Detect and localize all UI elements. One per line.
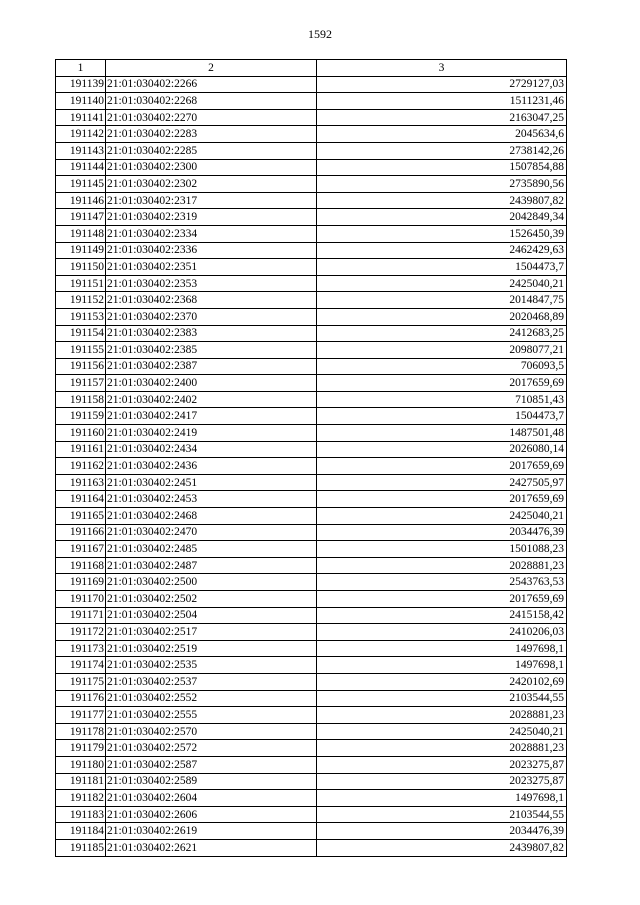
cadastral-number-cell: 21:01:030402:2270 bbox=[106, 109, 317, 126]
row-number-cell: 191148 bbox=[56, 225, 106, 242]
table-row bbox=[56, 342, 567, 359]
value-cell: 1504473,7 bbox=[317, 259, 567, 276]
value-cell: 2729127,03 bbox=[317, 76, 567, 93]
table-row bbox=[56, 640, 567, 657]
table-row bbox=[56, 508, 567, 525]
table-body bbox=[56, 76, 567, 856]
table-row bbox=[56, 358, 567, 375]
row-number-cell: 191164 bbox=[56, 491, 106, 508]
cadastral-number-cell: 21:01:030402:2604 bbox=[106, 790, 317, 807]
cadastral-number-cell: 21:01:030402:2587 bbox=[106, 756, 317, 773]
cadastral-number-cell: 21:01:030402:2589 bbox=[106, 773, 317, 790]
column-header-1: 1 bbox=[56, 60, 106, 77]
column-header-2: 2 bbox=[106, 60, 317, 77]
table-row bbox=[56, 142, 567, 159]
page-number: 1592 bbox=[308, 27, 332, 41]
row-number-cell: 191184 bbox=[56, 823, 106, 840]
table-row bbox=[56, 690, 567, 707]
row-number-cell: 191142 bbox=[56, 126, 106, 143]
cadastral-number-cell: 21:01:030402:2436 bbox=[106, 458, 317, 475]
row-number-cell: 191144 bbox=[56, 159, 106, 176]
table-row bbox=[56, 790, 567, 807]
row-number-cell: 191160 bbox=[56, 425, 106, 442]
table-row bbox=[56, 308, 567, 325]
value-cell: 2028881,23 bbox=[317, 707, 567, 724]
table-row bbox=[56, 126, 567, 143]
cadastral-number-cell: 21:01:030402:2570 bbox=[106, 723, 317, 740]
value-cell: 2103544,55 bbox=[317, 690, 567, 707]
cadastral-number-cell: 21:01:030402:2285 bbox=[106, 142, 317, 159]
row-number-cell: 191155 bbox=[56, 342, 106, 359]
table-row bbox=[56, 607, 567, 624]
row-number-cell: 191174 bbox=[56, 657, 106, 674]
row-number-cell: 191141 bbox=[56, 109, 106, 126]
table-row bbox=[56, 242, 567, 259]
row-number-cell: 191185 bbox=[56, 839, 106, 856]
table-row bbox=[56, 159, 567, 176]
cadastral-number-cell: 21:01:030402:2268 bbox=[106, 93, 317, 110]
table-row bbox=[56, 756, 567, 773]
cadastral-number-cell: 21:01:030402:2434 bbox=[106, 441, 317, 458]
row-number-cell: 191149 bbox=[56, 242, 106, 259]
row-number-cell: 191177 bbox=[56, 707, 106, 724]
row-number-cell: 191171 bbox=[56, 607, 106, 624]
cadastral-number-cell: 21:01:030402:2500 bbox=[106, 574, 317, 591]
row-number-cell: 191169 bbox=[56, 574, 106, 591]
value-cell: 1511231,46 bbox=[317, 93, 567, 110]
cadastral-number-cell: 21:01:030402:2400 bbox=[106, 375, 317, 392]
value-cell: 2017659,69 bbox=[317, 458, 567, 475]
row-number-cell: 191180 bbox=[56, 756, 106, 773]
value-cell: 2023275,87 bbox=[317, 756, 567, 773]
value-cell: 2098077,21 bbox=[317, 342, 567, 359]
value-cell: 2014847,75 bbox=[317, 292, 567, 309]
table-row bbox=[56, 474, 567, 491]
row-number-cell: 191156 bbox=[56, 358, 106, 375]
row-number-cell: 191139 bbox=[56, 76, 106, 93]
value-cell: 1501088,23 bbox=[317, 541, 567, 558]
value-cell: 2543763,53 bbox=[317, 574, 567, 591]
value-cell: 2023275,87 bbox=[317, 773, 567, 790]
table-row bbox=[56, 176, 567, 193]
table-row bbox=[56, 425, 567, 442]
cadastral-number-cell: 21:01:030402:2417 bbox=[106, 408, 317, 425]
value-cell: 2425040,21 bbox=[317, 723, 567, 740]
value-cell: 1507854,88 bbox=[317, 159, 567, 176]
value-cell: 706093,5 bbox=[317, 358, 567, 375]
value-cell: 2017659,69 bbox=[317, 375, 567, 392]
cadastral-number-cell: 21:01:030402:2504 bbox=[106, 607, 317, 624]
cadastral-number-cell: 21:01:030402:2300 bbox=[106, 159, 317, 176]
cadastral-number-cell: 21:01:030402:2535 bbox=[106, 657, 317, 674]
row-number-cell: 191173 bbox=[56, 640, 106, 657]
table-row bbox=[56, 723, 567, 740]
cadastral-number-cell: 21:01:030402:2502 bbox=[106, 591, 317, 608]
cadastral-number-cell: 21:01:030402:2351 bbox=[106, 259, 317, 276]
value-cell: 2412683,25 bbox=[317, 325, 567, 342]
table-row bbox=[56, 823, 567, 840]
row-number-cell: 191151 bbox=[56, 275, 106, 292]
cadastral-number-cell: 21:01:030402:2517 bbox=[106, 624, 317, 641]
row-number-cell: 191143 bbox=[56, 142, 106, 159]
row-number-cell: 191172 bbox=[56, 624, 106, 641]
cadastral-number-cell: 21:01:030402:2453 bbox=[106, 491, 317, 508]
row-number-cell: 191161 bbox=[56, 441, 106, 458]
table-row bbox=[56, 740, 567, 757]
cadastral-number-cell: 21:01:030402:2419 bbox=[106, 425, 317, 442]
row-number-cell: 191179 bbox=[56, 740, 106, 757]
row-number-cell: 191183 bbox=[56, 806, 106, 823]
row-number-cell: 191168 bbox=[56, 557, 106, 574]
cadastral-number-cell: 21:01:030402:2334 bbox=[106, 225, 317, 242]
table-row bbox=[56, 93, 567, 110]
value-cell: 710851,43 bbox=[317, 391, 567, 408]
value-cell: 2410206,03 bbox=[317, 624, 567, 641]
cadastral-number-cell: 21:01:030402:2487 bbox=[106, 557, 317, 574]
row-number-cell: 191152 bbox=[56, 292, 106, 309]
value-cell: 2045634,6 bbox=[317, 126, 567, 143]
row-number-cell: 191146 bbox=[56, 192, 106, 209]
value-cell: 1526450,39 bbox=[317, 225, 567, 242]
cadastral-number-cell: 21:01:030402:2336 bbox=[106, 242, 317, 259]
cadastral-number-cell: 21:01:030402:2302 bbox=[106, 176, 317, 193]
value-cell: 2735890,56 bbox=[317, 176, 567, 193]
value-cell: 2042849,34 bbox=[317, 209, 567, 226]
table-row bbox=[56, 192, 567, 209]
row-number-cell: 191178 bbox=[56, 723, 106, 740]
value-cell: 2026080,14 bbox=[317, 441, 567, 458]
cadastral-number-cell: 21:01:030402:2470 bbox=[106, 524, 317, 541]
table-row bbox=[56, 491, 567, 508]
table-row bbox=[56, 375, 567, 392]
value-cell: 2439807,82 bbox=[317, 192, 567, 209]
table-row bbox=[56, 624, 567, 641]
value-cell: 2462429,63 bbox=[317, 242, 567, 259]
value-cell: 2425040,21 bbox=[317, 275, 567, 292]
cadastral-number-cell: 21:01:030402:2387 bbox=[106, 358, 317, 375]
value-cell: 2420102,69 bbox=[317, 673, 567, 690]
table-row bbox=[56, 806, 567, 823]
row-number-cell: 191140 bbox=[56, 93, 106, 110]
row-number-cell: 191165 bbox=[56, 508, 106, 525]
value-cell: 1497698,1 bbox=[317, 640, 567, 657]
value-cell: 1487501,48 bbox=[317, 425, 567, 442]
table-row bbox=[56, 109, 567, 126]
cadastral-number-cell: 21:01:030402:2485 bbox=[106, 541, 317, 558]
table-row bbox=[56, 325, 567, 342]
table-row bbox=[56, 557, 567, 574]
value-cell: 2425040,21 bbox=[317, 508, 567, 525]
value-cell: 2017659,69 bbox=[317, 491, 567, 508]
row-number-cell: 191176 bbox=[56, 690, 106, 707]
row-number-cell: 191145 bbox=[56, 176, 106, 193]
value-cell: 2427505,97 bbox=[317, 474, 567, 491]
row-number-cell: 191159 bbox=[56, 408, 106, 425]
table-row bbox=[56, 441, 567, 458]
cadastral-number-cell: 21:01:030402:2370 bbox=[106, 308, 317, 325]
table-row bbox=[56, 574, 567, 591]
cadastral-number-cell: 21:01:030402:2383 bbox=[106, 325, 317, 342]
cadastral-number-cell: 21:01:030402:2451 bbox=[106, 474, 317, 491]
row-number-cell: 191163 bbox=[56, 474, 106, 491]
cadastral-number-cell: 21:01:030402:2619 bbox=[106, 823, 317, 840]
value-cell: 2103544,55 bbox=[317, 806, 567, 823]
cadastral-number-cell: 21:01:030402:2519 bbox=[106, 640, 317, 657]
table-row bbox=[56, 657, 567, 674]
value-cell: 2439807,82 bbox=[317, 839, 567, 856]
cadastral-number-cell: 21:01:030402:2606 bbox=[106, 806, 317, 823]
value-cell: 2034476,39 bbox=[317, 823, 567, 840]
column-header-3: 3 bbox=[317, 60, 567, 77]
row-number-cell: 191153 bbox=[56, 308, 106, 325]
value-cell: 2020468,89 bbox=[317, 308, 567, 325]
cadastral-number-cell: 21:01:030402:2317 bbox=[106, 192, 317, 209]
table-row bbox=[56, 259, 567, 276]
value-cell: 1504473,7 bbox=[317, 408, 567, 425]
table-row bbox=[56, 458, 567, 475]
table-row bbox=[56, 275, 567, 292]
data-table bbox=[55, 59, 567, 857]
table-row bbox=[56, 391, 567, 408]
cadastral-number-cell: 21:01:030402:2319 bbox=[106, 209, 317, 226]
table-row bbox=[56, 707, 567, 724]
row-number-cell: 191154 bbox=[56, 325, 106, 342]
table-row bbox=[56, 209, 567, 226]
value-cell: 2028881,23 bbox=[317, 740, 567, 757]
cadastral-number-cell: 21:01:030402:2368 bbox=[106, 292, 317, 309]
table-row bbox=[56, 591, 567, 608]
value-cell: 1497698,1 bbox=[317, 657, 567, 674]
value-cell: 2738142,26 bbox=[317, 142, 567, 159]
cadastral-number-cell: 21:01:030402:2283 bbox=[106, 126, 317, 143]
row-number-cell: 191157 bbox=[56, 375, 106, 392]
value-cell: 1497698,1 bbox=[317, 790, 567, 807]
row-number-cell: 191166 bbox=[56, 524, 106, 541]
header-row bbox=[56, 60, 567, 77]
value-cell: 2028881,23 bbox=[317, 557, 567, 574]
row-number-cell: 191150 bbox=[56, 259, 106, 276]
table-row bbox=[56, 76, 567, 93]
cadastral-number-cell: 21:01:030402:2555 bbox=[106, 707, 317, 724]
cadastral-number-cell: 21:01:030402:2468 bbox=[106, 508, 317, 525]
table-row bbox=[56, 292, 567, 309]
cadastral-number-cell: 21:01:030402:2266 bbox=[106, 76, 317, 93]
row-number-cell: 191182 bbox=[56, 790, 106, 807]
row-number-cell: 191175 bbox=[56, 673, 106, 690]
table-row bbox=[56, 225, 567, 242]
row-number-cell: 191167 bbox=[56, 541, 106, 558]
value-cell: 2415158,42 bbox=[317, 607, 567, 624]
row-number-cell: 191162 bbox=[56, 458, 106, 475]
table-row bbox=[56, 773, 567, 790]
cadastral-number-cell: 21:01:030402:2621 bbox=[106, 839, 317, 856]
row-number-cell: 191158 bbox=[56, 391, 106, 408]
table-row bbox=[56, 408, 567, 425]
cadastral-number-cell: 21:01:030402:2353 bbox=[106, 275, 317, 292]
cadastral-number-cell: 21:01:030402:2537 bbox=[106, 673, 317, 690]
value-cell: 2017659,69 bbox=[317, 591, 567, 608]
cadastral-number-cell: 21:01:030402:2402 bbox=[106, 391, 317, 408]
table-row bbox=[56, 541, 567, 558]
table-row bbox=[56, 524, 567, 541]
row-number-cell: 191170 bbox=[56, 591, 106, 608]
value-cell: 2163047,25 bbox=[317, 109, 567, 126]
cadastral-number-cell: 21:01:030402:2552 bbox=[106, 690, 317, 707]
cadastral-number-cell: 21:01:030402:2572 bbox=[106, 740, 317, 757]
value-cell: 2034476,39 bbox=[317, 524, 567, 541]
cadastral-number-cell: 21:01:030402:2385 bbox=[106, 342, 317, 359]
row-number-cell: 191147 bbox=[56, 209, 106, 226]
table-row bbox=[56, 839, 567, 856]
table-row bbox=[56, 673, 567, 690]
row-number-cell: 191181 bbox=[56, 773, 106, 790]
